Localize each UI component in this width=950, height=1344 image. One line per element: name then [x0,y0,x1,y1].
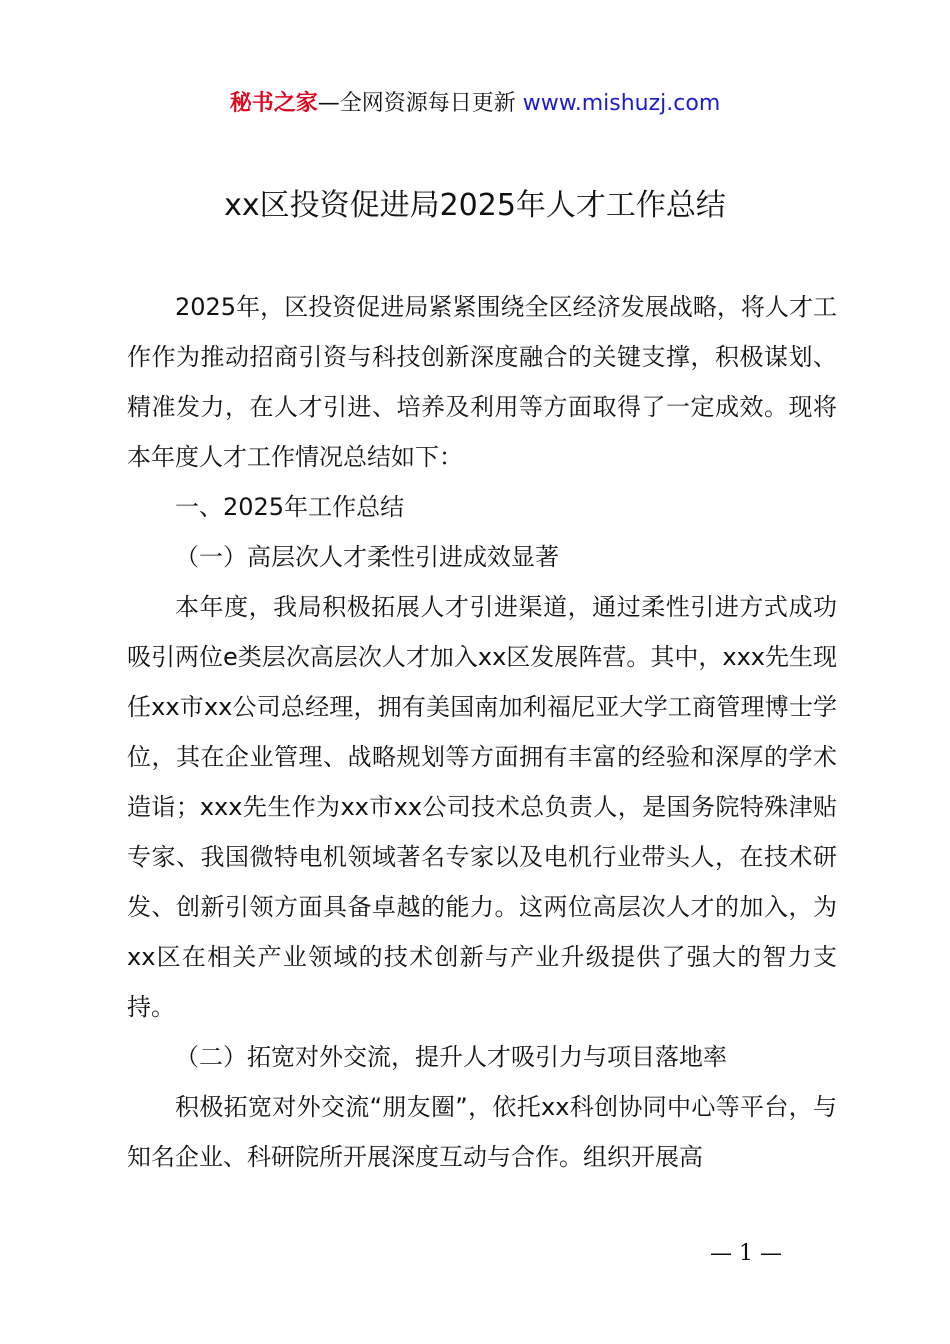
brand-name: 秘书之家 [229,91,318,116]
page-number-text: — 1 — [710,1241,782,1266]
page-number [0,1238,950,1270]
banner-slogan: —全网资源每日更新 [317,91,516,116]
paragraph-intro: 2025年，区投资促进局紧紧围绕全区经济发展战略，将人才工作作为推动招商引资与科技创新深度融合的关键支撑，积极谋划、精准发力，在人才引进、培养及利用等方面取得了一定成效。现将本年度人才工作情况总结如下： [127,293,837,471]
subsection-heading-2: （二）拓宽对外交流，提升人才吸引力与项目落地率 [175,1043,727,1071]
document-body [127,282,837,1182]
paragraph-external-exchange: 积极拓宽对外交流“朋友圈”，依托xx科创协同中心等平台，与知名企业、科研院所开展深度互动与合作。组织开展高 [127,1093,837,1171]
site-url-link[interactable]: www.mishuzj.com [522,91,721,116]
paragraph-talent-introduction: 本年度，我局积极拓展人才引进渠道，通过柔性引进方式成功吸引两位e类层次高层次人才加入xx区发展阵营。其中，xxx先生现任xx市xx公司总经理，拥有美国南加利福尼亚大学工商管理博士学位，其在企业管理、战略规划等方面拥有丰富的经验和深厚的学术造诣；xxx先生作为xx市xx公司技术总负责人，是国务院特殊津贴专家、我国微特电机领域著名专家以及电机行业带头人，在技术研发、创新引领方面具备卓越的能力。这两位高层次人才的加入，为xx区在相关产业领域的技术创新与产业升级提供了强大的智力支持。 [127,593,837,1021]
document-title: xx区投资促进局2025年人才工作总结 [224,188,726,223]
section-heading: 一、2025年工作总结 [175,493,405,521]
site-banner [0,86,950,122]
subsection-heading-1: （一）高层次人才柔性引进成效显著 [175,543,559,571]
